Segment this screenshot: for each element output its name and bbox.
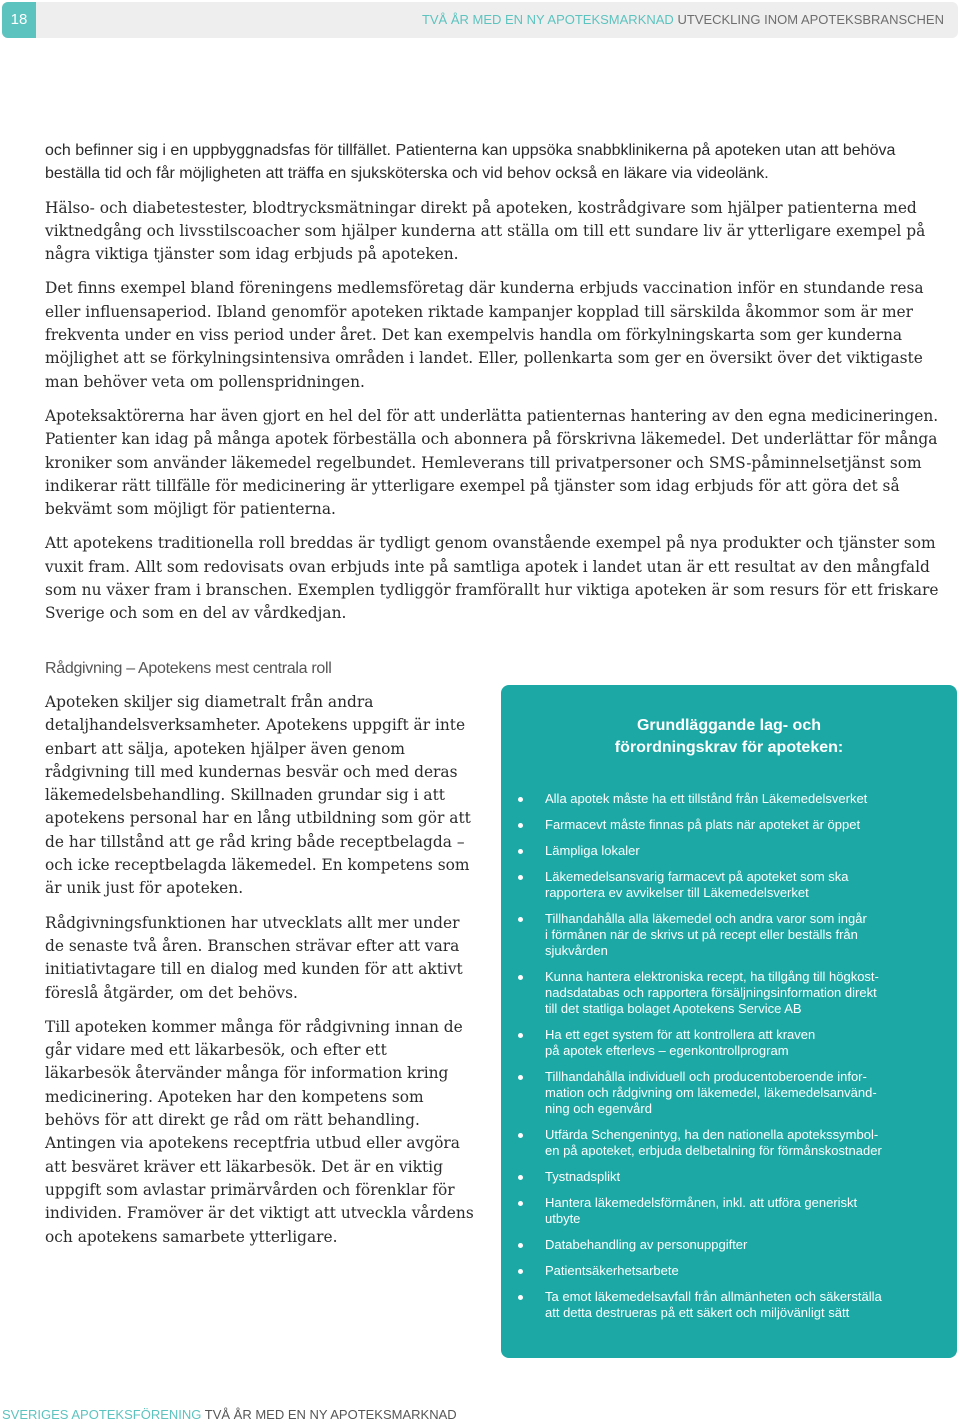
requirement-item [545, 869, 937, 901]
footer-organization: SVERIGES APOTEKSFÖRENING [2, 1407, 202, 1422]
requirement-line: en på apoteket, erbjuda delbetalning för förmånskostnader [545, 1143, 882, 1158]
running-subtitle: UTVECKLING INOM APOTEKSBRANSCHEN [677, 12, 944, 27]
requirement-line: Ha ett eget system för att kontrollera att kraven [545, 1027, 816, 1042]
requirement-line: ning och egenvård [545, 1101, 652, 1116]
requirement-line: Databehandling av personuppgifter [545, 1237, 748, 1252]
requirement-line: Tystnadsplikt [545, 1169, 621, 1184]
requirement-item [545, 1169, 937, 1185]
requirement-item [545, 843, 937, 859]
requirement-line: Tillhandahålla individuell och producentoberoende infor- [545, 1069, 867, 1084]
requirements-box-title [501, 715, 957, 759]
running-title: TVÅ ÅR MED EN NY APOTEKSMARKNAD [421, 12, 674, 27]
body-paragraph: Rådgivningsfunktionen har utvecklats allt mer under de senaste två åren. Branschen strävar efter att vara initiativtagare till en dialog med kunden för att aktivt föreslå åtgärder, om det behövs. [45, 913, 463, 1002]
requirement-item [545, 1195, 937, 1227]
requirement-item [545, 1069, 937, 1117]
requirement-item [545, 1027, 937, 1059]
requirement-line: utbyte [545, 1211, 581, 1226]
requirement-line: Kunna hantera elektroniska recept, ha tillgång till högkost- [545, 969, 879, 984]
page-footer [2, 1407, 457, 1422]
requirement-line: Tillhandahålla alla läkemedel och andra varor som ingår [545, 911, 867, 926]
footer-publication: TVÅ ÅR MED EN NY APOTEKSMARKNAD [204, 1407, 457, 1422]
requirement-item [545, 911, 937, 959]
intro-paragraph: Det finns exempel bland föreningens medlemsföretag där kunderna erbjuds vaccination inför en stundande resa eller influensaperiod. Ibland genomför apoteken riktade kampanjer kopplad till särskilda åkommor som är mer frekventa under en viss period under året. Det kan exempelvis handla om förkylningskarta som ger kunderna möjlighet att se förkylningsintensiva områden i landet. Eller, pollenkarta som ger en översikt över det viktigaste man behöver veta om pollenspridningen. [45, 279, 924, 391]
running-head [422, 2, 944, 38]
requirement-line: mation och rådgivning om läkemedel, läkemedelsanvänd- [545, 1085, 877, 1100]
requirement-line: Ta emot läkemedelsavfall från allmänheten och säkerställa [545, 1289, 882, 1304]
page-header [2, 2, 958, 38]
requirement-line: rapportera ev avvikelser till Läkemedelsverket [545, 885, 809, 900]
requirement-item [545, 791, 937, 807]
page-number: 18 [2, 2, 36, 38]
requirement-line: Läkemedelsansvarig farmacevt på apoteket som ska [545, 869, 849, 884]
section-heading: Rådgivning – Apotekens mest centrala roll [45, 660, 332, 677]
requirement-item [545, 817, 937, 833]
requirement-line: Lämpliga lokaler [545, 843, 640, 858]
requirement-item [545, 1127, 937, 1159]
requirement-item [545, 1237, 937, 1253]
requirement-line: Patientsäkerhetsarbete [545, 1263, 679, 1278]
intro-paragraph: Hälso- och diabetestester, blodtrycksmätningar direkt på apoteken, kostrådgivare som hjälper patienterna med viktnedgång och livsstilscoacher som hjälper kunderna att ställa om till ett sundare liv är ytterligare exempel på några viktiga tjänster som idag erbjuds på apoteken. [45, 198, 926, 264]
requirements-box [501, 685, 957, 1358]
body-paragraph: Apoteken skiljer sig diametralt från andra detaljhandelsverksamheter. Apotekens uppgift är inte enbart att sälja, apoteken hjälper även genom rådgivning till med kundernas besvär och med deras läkemedelsbehandling. Skillnaden grundar sig i att apotekens personal har en lång utbildning som gör att de har tillstånd att ge råd kring både receptbelagda – och icke receptbelagda läkemedel. En kompetens som är unik just för apoteken. [45, 693, 471, 898]
requirement-line: nadsdatabas och rapportera försäljningsinformation direkt [545, 985, 877, 1000]
requirement-line: Farmacevt måste finnas på plats när apoteket är öppet [545, 817, 861, 832]
requirement-line: att detta destrueras på ett säkert och miljövänligt sätt [545, 1305, 850, 1320]
requirement-line: Alla apotek måste ha ett tillstånd från Läkemedelsverket [545, 791, 868, 806]
requirements-list [545, 791, 937, 1331]
section-body [45, 691, 475, 1260]
requirement-item [545, 1263, 937, 1279]
intro-paragraph: Apoteksaktörerna har även gjort en hel del för att underlätta patienternas hantering av den egna medicineringen. Patienter kan idag på många apotek förbeställa och abonnera på förskrivna läkemedel. Det underlättar för många kroniker som använder läkemedel regelbundet. Hemleverans till privatpersoner och SMS-påminnelsetjänst som indikerar rätt tillfälle för medicinering är ytterligare exempel på tjänster som idag erbjuds för att göra det så bekvämt som möjligt för patienterna. [45, 406, 939, 519]
intro-text [45, 139, 951, 637]
box-title-line: Grundläggande lag- och [636, 717, 821, 734]
requirement-line: i förmånen när de skrivs ut på recept eller beställs från [545, 927, 858, 942]
body-paragraph: Till apoteken kommer många för rådgivning innan de går vidare med ett läkarbesök, och efter ett läkarbesök återvänder många för information kring medicinering. Apoteken har den kompetens som behövs för att direkt ge råd om rätt behandling. Antingen via apotekens receptfria utbud eller avgöra att besväret kräver ett läkarbesök. Det är en viktig uppgift som avlastar primärvården och förenklar för individen. Framöver är det viktigt att utveckla vårdens och apotekens samarbete ytterligare. [45, 1017, 474, 1246]
requirement-line: Hantera läkemedelsförmånen, inkl. att utföra generiskt [545, 1195, 858, 1210]
requirement-line: till det statliga bolaget Apotekens Service AB [545, 1001, 802, 1016]
intro-paragraph: Att apotekens traditionella roll breddas är tydligt genom ovanstående exempel på nya produkter och tjänster som vuxit fram. Allt som redovisats ovan erbjuds inte på samtliga apotek i landet utan är ett resultat av den mångfald som nu växer fram i branschen. Exemplen tydliggör framförallt hur viktiga apoteken är som resurs för ett friskare Sverige och som en del av vårdkedjan. [45, 534, 939, 623]
requirement-line: Utfärda Schengenintyg, ha den nationella apotekssymbol- [545, 1127, 879, 1142]
requirement-item [545, 969, 937, 1017]
requirement-item [545, 1289, 937, 1321]
requirement-line: på apotek efterlevs – egenkontrollprogram [545, 1043, 789, 1058]
box-title-line: förordningskrav för apoteken: [614, 739, 844, 756]
intro-paragraph: och befinner sig i en uppbyggnadsfas för tillfället. Patienterna kan uppsöka snabbklinikerna på apoteken utan att behöva beställa tid och får möjligheten att träffa en sjuksköterska och vid behov också en läkare via videolänk. [45, 142, 896, 183]
requirement-line: sjukvården [545, 943, 608, 958]
